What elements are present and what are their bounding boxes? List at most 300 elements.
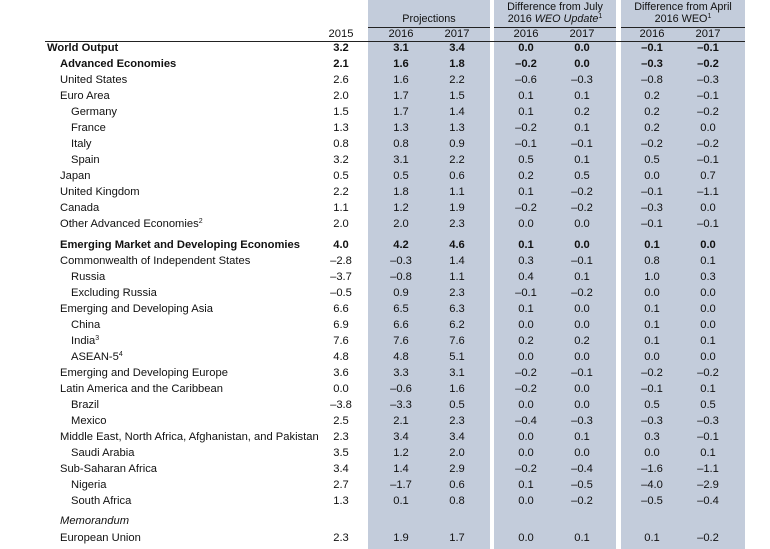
table-cell: –0.1 (641, 186, 663, 198)
table-cell: 2.3 (333, 532, 349, 544)
diff-april-header-line2: 2016 WEO$^1$ (654, 13, 712, 25)
table-row (0, 41, 770, 56)
table-cell: 0.1 (700, 383, 716, 395)
table-row (0, 153, 770, 168)
table-cell: 0.0 (700, 303, 716, 315)
table-cell: 0.0 (574, 319, 590, 331)
table-cell: 7.6 (393, 335, 409, 347)
table-cell: –0.6 (390, 383, 412, 395)
row-label (0, 137, 92, 152)
diff-july-header-line2: 2016 WEO Update$^1$ (507, 13, 603, 25)
table-cell: –0.1 (697, 154, 719, 166)
table-cell: 3.4 (449, 431, 465, 443)
table-cell: 1.6 (393, 58, 409, 70)
table-cell: –0.4 (571, 463, 593, 475)
table-cell: 2.3 (449, 415, 465, 427)
table-row (0, 366, 770, 381)
table-cell: 0.2 (518, 170, 534, 182)
table-cell: 2.0 (393, 218, 409, 230)
table-cell: –0.2 (697, 58, 719, 70)
table-cell: 1.6 (393, 74, 409, 86)
row-label-text: Sub-Saharan Africa (60, 463, 158, 475)
table-cell: 6.5 (393, 303, 409, 315)
table-cell: 4.2 (393, 239, 409, 251)
row-label-text: Other Advanced Economies (60, 218, 199, 230)
footnote-marker: 4 (118, 351, 123, 358)
table-cell: 1.4 (393, 463, 409, 475)
table-cell: 0.0 (574, 303, 590, 315)
table-cell: –0.2 (515, 383, 537, 395)
table-row (0, 414, 770, 429)
table-cell: –0.2 (571, 186, 593, 198)
table-cell: 1.2 (393, 447, 409, 459)
table-row (0, 302, 770, 317)
table-cell: –0.2 (697, 367, 719, 379)
table-cell: 2.5 (333, 415, 349, 427)
row-label (0, 366, 228, 381)
row-label-text: Japan (60, 170, 91, 182)
table-cell: 0.0 (518, 218, 534, 230)
year-col-4: 2016 (513, 28, 539, 40)
table-cell: 1.0 (644, 271, 660, 283)
table-cell: –0.3 (390, 255, 412, 267)
table-cell: 4.8 (333, 351, 349, 363)
table-cell: –0.1 (697, 42, 719, 54)
diff-april-header-line1: Difference from April (634, 1, 732, 13)
row-label-text: World Output (47, 42, 119, 54)
table-cell: 0.1 (574, 154, 590, 166)
table-cell: 3.1 (393, 154, 409, 166)
table-cell: 2.2 (449, 74, 465, 86)
table-cell: 0.1 (700, 447, 716, 459)
table-cell: 0.6 (449, 479, 465, 491)
row-label-text: Excluding Russia (71, 287, 157, 299)
year-col-3: 2017 (444, 28, 470, 40)
table-cell: –0.5 (641, 495, 663, 507)
row-label (0, 382, 223, 397)
table-row (0, 137, 770, 152)
table-cell: –0.3 (641, 415, 663, 427)
table-cell: 3.2 (333, 154, 349, 166)
table-cell: 1.8 (449, 58, 465, 70)
table-cell: 0.5 (518, 154, 534, 166)
table-cell: 2.9 (449, 463, 465, 475)
table-cell: 0.0 (574, 447, 590, 459)
table-cell: –0.1 (697, 218, 719, 230)
table-cell: 0.5 (449, 399, 465, 411)
table-cell: 0.2 (644, 106, 660, 118)
table-cell: 7.6 (333, 335, 349, 347)
table-cell: 1.7 (449, 532, 465, 544)
table-cell: 2.0 (449, 447, 465, 459)
table-cell: 1.3 (449, 122, 465, 134)
table-row (0, 531, 770, 546)
table-cell: –4.0 (641, 479, 663, 491)
table-cell: 3.3 (393, 367, 409, 379)
table-cell: 0.0 (700, 319, 716, 331)
year-header-row (0, 27, 770, 42)
table-cell: 2.1 (393, 415, 409, 427)
table-cell: –1.7 (390, 479, 412, 491)
table-row (0, 478, 770, 493)
table-row (0, 286, 770, 301)
table-cell: 6.2 (449, 319, 465, 331)
table-cell: –0.2 (571, 202, 593, 214)
table-cell: 1.1 (333, 202, 349, 214)
table-cell: 4.8 (393, 351, 409, 363)
table-cell: 0.1 (574, 271, 590, 283)
table-row (0, 514, 770, 529)
table-cell: 0.1 (393, 495, 409, 507)
table-cell: –0.2 (515, 122, 537, 134)
row-label-text: Emerging and Developing Europe (60, 367, 228, 379)
table-cell: –0.5 (571, 479, 593, 491)
table-cell: 2.2 (333, 186, 349, 198)
table-cell: –2.9 (697, 479, 719, 491)
table-cell: 0.1 (700, 335, 716, 347)
row-label (0, 238, 300, 253)
table-cell: 0.8 (644, 255, 660, 267)
table-cell: 5.1 (449, 351, 465, 363)
table-row (0, 73, 770, 88)
table-row (0, 185, 770, 200)
table-cell: 6.6 (393, 319, 409, 331)
table-cell: 0.0 (574, 42, 590, 54)
row-label (0, 270, 105, 285)
table-cell: –0.3 (697, 415, 719, 427)
table-cell: 0.9 (449, 138, 465, 150)
table-row (0, 217, 770, 232)
table-cell: –0.1 (571, 255, 593, 267)
row-label-text: Euro Area (60, 90, 110, 102)
row-label-text: Brazil (71, 399, 99, 411)
table-cell: 0.5 (644, 154, 660, 166)
table-cell: 0.9 (393, 287, 409, 299)
table-cell: –0.2 (697, 532, 719, 544)
table-cell: 0.8 (449, 495, 465, 507)
table-cell: –0.3 (641, 202, 663, 214)
table-cell: –0.2 (697, 138, 719, 150)
table-cell: 0.2 (574, 106, 590, 118)
table-cell: –0.1 (697, 90, 719, 102)
table-row (0, 89, 770, 104)
table-cell: 0.0 (644, 351, 660, 363)
table-cell: 0.0 (574, 239, 590, 251)
table-cell: 1.3 (333, 495, 349, 507)
table-row (0, 350, 770, 365)
row-label-text: Canada (60, 202, 100, 214)
table-cell: 1.4 (449, 255, 465, 267)
table-cell: 0.0 (518, 431, 534, 443)
table-row (0, 398, 770, 413)
table-cell: 1.2 (393, 202, 409, 214)
table-cell: –0.1 (571, 138, 593, 150)
table-cell: 0.1 (518, 106, 534, 118)
table-cell: 0.0 (518, 319, 534, 331)
table-cell: 0.0 (518, 532, 534, 544)
table-cell: 0.0 (574, 218, 590, 230)
table-cell: –3.3 (390, 399, 412, 411)
row-label-text: Advanced Economies (60, 58, 177, 70)
table-row (0, 446, 770, 461)
row-label (0, 57, 176, 72)
year-col-7: 2017 (695, 28, 721, 40)
table-cell: –0.2 (641, 138, 663, 150)
row-label (0, 350, 123, 365)
table-cell: 0.0 (644, 447, 660, 459)
table-cell: 0.1 (644, 239, 660, 251)
table-cell: 0.0 (518, 42, 534, 54)
table-cell: 3.5 (333, 447, 349, 459)
table-cell: 0.1 (518, 239, 534, 251)
table-cell: 0.3 (700, 271, 716, 283)
table-cell: –0.8 (390, 271, 412, 283)
table-cell: 2.2 (449, 154, 465, 166)
table-cell: 0.0 (518, 447, 534, 459)
table-cell: 0.1 (518, 186, 534, 198)
row-label-text: Mexico (71, 415, 107, 427)
year-col-5: 2017 (569, 28, 595, 40)
table-row (0, 105, 770, 120)
table-cell: 0.8 (333, 138, 349, 150)
table-row (0, 57, 770, 72)
row-label (0, 398, 99, 413)
table-cell: 1.1 (449, 186, 465, 198)
table-cell: 0.0 (518, 351, 534, 363)
table-cell: –3.7 (330, 271, 352, 283)
table-cell: –0.8 (641, 74, 663, 86)
diff-july-header-line1: Difference from July (507, 1, 603, 13)
table-cell: 0.0 (700, 122, 716, 134)
row-label (0, 105, 117, 120)
table-cell: 1.3 (333, 122, 349, 134)
table-cell: –0.2 (697, 106, 719, 118)
row-label (0, 302, 213, 317)
row-label (0, 185, 140, 200)
table-cell: 3.1 (393, 42, 409, 54)
row-label-text: Latin America and the Caribbean (60, 383, 223, 395)
row-label-text: Middle East, North Africa, Afghanistan, and Pakistan (60, 431, 319, 443)
table-cell: 0.2 (644, 90, 660, 102)
table-cell: –0.1 (697, 431, 719, 443)
table-row (0, 430, 770, 445)
row-label (0, 430, 319, 445)
row-label (0, 446, 134, 461)
table-cell: 0.0 (644, 170, 660, 182)
row-label-text: European Union (60, 532, 141, 544)
table-row (0, 334, 770, 349)
table-cell: 0.5 (644, 399, 660, 411)
table-cell: 0.5 (393, 170, 409, 182)
table-cell: –2.8 (330, 255, 352, 267)
row-label-text: ASEAN-5 (71, 351, 119, 363)
table-cell: 0.2 (574, 335, 590, 347)
table-cell: 0.5 (574, 170, 590, 182)
row-label-text: South Africa (71, 495, 132, 507)
table-cell: 1.5 (449, 90, 465, 102)
table-cell: –0.2 (515, 202, 537, 214)
table-cell: 6.9 (333, 319, 349, 331)
table-cell: 1.9 (393, 532, 409, 544)
table-cell: 0.5 (333, 170, 349, 182)
table-cell: 1.1 (449, 271, 465, 283)
table-cell: 0.3 (518, 255, 534, 267)
table-cell: 0.3 (644, 431, 660, 443)
table-cell: 0.4 (518, 271, 534, 283)
table-cell: 0.2 (644, 122, 660, 134)
table-cell: –3.8 (330, 399, 352, 411)
row-label (0, 41, 118, 56)
table-row (0, 169, 770, 184)
row-label-text: Germany (71, 106, 118, 118)
table-cell: 1.6 (449, 383, 465, 395)
table-cell: 3.4 (449, 42, 465, 54)
row-label-text: Commonwealth of Independent States (60, 255, 251, 267)
row-label-text: Emerging and Developing Asia (60, 303, 213, 315)
row-label (0, 121, 106, 136)
table-cell: 2.7 (333, 479, 349, 491)
year-col-6: 2016 (639, 28, 665, 40)
row-label-text: United Kingdom (60, 186, 140, 198)
table-row (0, 494, 770, 509)
table-cell: 7.6 (449, 335, 465, 347)
table-cell: 0.0 (574, 399, 590, 411)
table-cell: –0.1 (571, 367, 593, 379)
table-cell: –0.2 (571, 495, 593, 507)
table-cell: 0.0 (574, 383, 590, 395)
table-cell: 0.2 (518, 335, 534, 347)
table-cell: 4.0 (333, 239, 349, 251)
table-cell: –0.3 (571, 74, 593, 86)
table-cell: 0.1 (644, 335, 660, 347)
table-cell: –1.1 (697, 186, 719, 198)
table-cell: –0.1 (641, 383, 663, 395)
table-cell: –0.2 (571, 287, 593, 299)
table-cell: –1.1 (697, 463, 719, 475)
row-label-text: United States (60, 74, 128, 86)
table-cell: 1.8 (393, 186, 409, 198)
footnote-marker: 3 (95, 335, 100, 342)
row-label-text: Italy (71, 138, 92, 150)
row-label-text: France (71, 122, 106, 134)
row-label (0, 254, 250, 269)
row-label-text: Memorandum (60, 515, 130, 527)
row-label-text: Spain (71, 154, 100, 166)
table-cell: –0.3 (641, 58, 663, 70)
table-cell: 0.1 (518, 303, 534, 315)
row-label (0, 478, 106, 493)
table-cell: 1.9 (449, 202, 465, 214)
table-cell: 1.4 (449, 106, 465, 118)
table-cell: 1.5 (333, 106, 349, 118)
table-cell: 0.0 (700, 287, 716, 299)
table-cell: 2.0 (333, 218, 349, 230)
table-cell: 0.1 (574, 431, 590, 443)
table-row (0, 382, 770, 397)
row-label-text: India (71, 335, 96, 347)
table-cell: –0.4 (515, 415, 537, 427)
footnote-marker: 2 (198, 218, 203, 225)
row-label (0, 286, 157, 301)
table-cell: 0.8 (393, 138, 409, 150)
table-cell: –0.3 (571, 415, 593, 427)
table-cell: 0.0 (518, 399, 534, 411)
table-cell: 2.3 (449, 218, 465, 230)
table-cell: 2.3 (449, 287, 465, 299)
table-cell: –0.2 (515, 463, 537, 475)
table-cell: 0.0 (700, 239, 716, 251)
table-row (0, 462, 770, 477)
table-cell: 2.0 (333, 90, 349, 102)
table-cell: 0.0 (518, 495, 534, 507)
table-cell: 4.6 (449, 239, 465, 251)
table-row (0, 201, 770, 216)
row-label (0, 169, 90, 184)
table-row (0, 121, 770, 136)
table-cell: 0.6 (449, 170, 465, 182)
table-cell: 6.3 (449, 303, 465, 315)
row-label (0, 531, 141, 546)
table-cell: 0.1 (518, 90, 534, 102)
table-cell: 0.1 (700, 255, 716, 267)
table-cell: 3.6 (333, 367, 349, 379)
table-cell: –0.1 (515, 138, 537, 150)
table-cell: 0.0 (333, 383, 349, 395)
table-cell: 1.7 (393, 90, 409, 102)
row-label-text: Emerging Market and Developing Economies (60, 239, 300, 251)
year-col-1: 2015 (328, 28, 354, 40)
table-cell: 0.1 (644, 532, 660, 544)
table-cell: 0.1 (644, 303, 660, 315)
row-label (0, 217, 203, 232)
row-label (0, 89, 110, 104)
table-cell: 6.6 (333, 303, 349, 315)
table-cell: –0.5 (330, 287, 352, 299)
table-cell: 0.0 (574, 351, 590, 363)
table-cell: –0.2 (641, 367, 663, 379)
row-label (0, 494, 131, 509)
row-label (0, 153, 100, 168)
row-label (0, 514, 129, 529)
table-cell: 1.7 (393, 106, 409, 118)
table-cell: –0.4 (697, 495, 719, 507)
row-label (0, 318, 100, 333)
row-label (0, 334, 99, 349)
table-cell: 3.4 (333, 463, 349, 475)
table-cell: –0.1 (641, 42, 663, 54)
row-label (0, 414, 106, 429)
table-cell: –0.1 (515, 287, 537, 299)
table-cell: –0.3 (697, 74, 719, 86)
year-col-2: 2016 (388, 28, 414, 40)
table-cell: –0.6 (515, 74, 537, 86)
projections-header: Projections (402, 13, 456, 25)
row-label (0, 201, 99, 216)
table-cell: 1.3 (393, 122, 409, 134)
table-cell: 3.4 (393, 431, 409, 443)
table-cell: 3.1 (449, 367, 465, 379)
row-label (0, 73, 127, 88)
table-cell: 0.1 (574, 90, 590, 102)
row-label-text: Saudi Arabia (71, 447, 135, 459)
table-cell: –0.2 (515, 367, 537, 379)
row-label-text: Russia (71, 271, 106, 283)
table-cell: –0.1 (641, 218, 663, 230)
table-cell: 0.1 (574, 532, 590, 544)
table-cell: 2.1 (333, 58, 349, 70)
table-cell: 0.0 (700, 202, 716, 214)
table-row (0, 270, 770, 285)
